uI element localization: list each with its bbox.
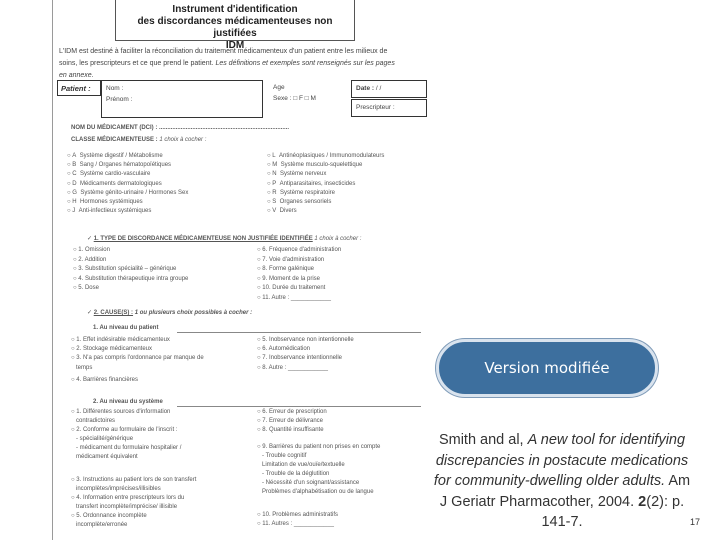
citation <box>420 430 704 533</box>
cause-item <box>257 479 380 488</box>
radio-icon[interactable]: ○ <box>71 355 75 362</box>
cause-item <box>71 408 196 417</box>
cause-label: transfert incomplète/imprécise/ illisible <box>74 504 178 510</box>
type-label: 10. Durée du traitement <box>262 285 326 291</box>
radio-icon[interactable]: ○ <box>71 409 75 415</box>
cause-item <box>257 336 354 345</box>
radio-icon[interactable]: ○ <box>73 247 77 253</box>
radio-icon[interactable]: ○ <box>73 266 77 272</box>
type-item <box>257 284 341 294</box>
form-title-line2: des discordances médicamenteuses non justifiées <box>137 16 333 39</box>
citation-title-3: for community-dwelling older adults. <box>433 473 666 489</box>
radio-icon[interactable]: ○ <box>71 513 75 519</box>
type-item <box>257 246 341 256</box>
class-letter: M <box>272 162 278 169</box>
radio-icon[interactable]: ○ <box>257 266 261 272</box>
drug-name-label: NOM DU MÉDICAMENT (DCI) : .............................................................................. <box>71 125 290 131</box>
intro-italic: Les définitions et exemples sont renseignés sur les pages <box>215 60 395 67</box>
cause-label: 2. Conforme au formulaire de l'inscrit : <box>76 427 178 433</box>
class-name: Système nerveux <box>279 171 327 178</box>
cause-item <box>71 417 196 426</box>
radio-icon[interactable]: ○ <box>71 427 75 433</box>
radio-icon[interactable]: ○ <box>257 247 261 253</box>
radio-icon[interactable]: ○ <box>71 337 75 343</box>
radio-icon[interactable]: ○ <box>257 346 261 353</box>
cause-item <box>257 426 380 435</box>
checkmark-icon: ✓ <box>87 236 93 242</box>
type-label: 6. Fréquence d'administration <box>262 247 342 253</box>
citation-issue: (2): p. <box>646 493 685 510</box>
class-letter: C <box>72 171 77 178</box>
radio-icon[interactable]: ○ <box>67 189 71 196</box>
type-label: 8. Forme galénique <box>262 266 314 272</box>
class-letter: P <box>272 180 277 187</box>
cause-item <box>71 485 196 494</box>
class-name: Système cardio-vasculaire <box>79 171 151 178</box>
cause-label: 9. Barrières du patient non prises en compte <box>262 444 381 450</box>
citation-pages: 141-7. <box>541 514 583 530</box>
date-value: / / <box>375 85 382 92</box>
cause-label: - spécialité/générique <box>74 436 134 442</box>
age-label: Age <box>273 84 285 91</box>
radio-icon[interactable]: ○ <box>257 355 261 362</box>
cause-item <box>257 461 380 470</box>
type-item <box>73 256 188 266</box>
radio-icon[interactable]: ○ <box>67 199 71 206</box>
cause-item <box>257 345 354 354</box>
cause-item <box>71 521 196 530</box>
checkmark-icon: ✓ <box>87 310 93 316</box>
cause-label: 8. Quantité insuffisante <box>262 427 324 433</box>
cause-item <box>71 376 204 385</box>
cause-label: 2. Stockage médicamenteux <box>76 346 153 353</box>
section2-choice: 1 ou plusieurs choix possibles à cocher : <box>134 310 253 316</box>
cause-label: 3. N'a pas compris l'ordonnance par manque de <box>76 355 204 362</box>
citation-title-1: A new tool for identifying <box>527 432 686 448</box>
type-item <box>73 284 188 294</box>
radio-icon[interactable]: ○ <box>257 418 261 424</box>
class-item <box>267 152 384 161</box>
class-name: Antinéoplasiques / Immunomodulateurs <box>278 153 385 159</box>
sexe-f: F <box>299 95 303 102</box>
radio-icon[interactable]: ○ <box>257 521 261 527</box>
cause-label: - Trouble cognitif <box>260 453 307 459</box>
type-label: 4. Substitution thérapeutique intra groupe <box>78 275 189 282</box>
cause-item <box>257 408 380 417</box>
prenom-label: Prénom : <box>106 96 133 103</box>
class-letter: D <box>72 180 77 187</box>
patient-name-box <box>101 80 263 118</box>
cause-label: 10. Problèmes administratifs <box>262 512 338 518</box>
cause-item <box>71 435 196 444</box>
cause-item <box>71 345 204 354</box>
class-name: Divers <box>279 208 297 215</box>
type-label: 7. Voie d'administration <box>262 256 325 263</box>
section2-title: 2. CAUSE(S) : <box>93 310 134 316</box>
class-name: Système musculo-squelettique <box>280 162 363 169</box>
class-item <box>267 207 384 216</box>
intro-italic2: en annexe. <box>59 72 94 79</box>
class-name: Hormones systémiques <box>79 199 143 206</box>
cause-label: Limitation de vue/ouïe/textuelle <box>260 462 345 468</box>
radio-icon[interactable]: ○ <box>257 285 261 291</box>
form-intro <box>59 46 425 82</box>
radio-icon[interactable]: ○ <box>73 275 77 282</box>
patient-level-title: 1. Au niveau du patient <box>93 325 159 331</box>
patient-causes-left <box>71 336 204 385</box>
class-item <box>67 207 188 216</box>
cause-item <box>71 476 196 485</box>
section1-title: 1. TYPE DE DISCORDANCE MÉDICAMENTEUSE NON JUSTIFIÉE IDENTIFIÉE <box>93 236 313 242</box>
class-letter: G <box>72 189 77 196</box>
citation-journal-2: J Geriatr Pharmacother, 2004. <box>439 493 639 510</box>
class-item <box>267 189 384 198</box>
class-item <box>67 198 188 207</box>
sexe-m: M <box>310 95 316 102</box>
radio-icon[interactable]: ○ <box>267 180 271 187</box>
cause-item <box>71 503 196 512</box>
radio-icon[interactable]: ○ <box>257 275 261 282</box>
class-name: Organes sensoriels <box>279 199 332 206</box>
cause-item <box>257 443 380 452</box>
cause-label: médicament équivalent <box>74 454 138 460</box>
class-name: Antiparasitaires, insecticides <box>279 180 356 187</box>
cause-label: 6. Erreur de prescription <box>262 409 327 415</box>
cause-label: 8. Autre : ____________ <box>262 364 329 371</box>
radio-icon[interactable]: ○ <box>267 208 271 215</box>
prescripteur-label: Prescripteur : <box>356 104 395 111</box>
radio-icon[interactable]: ○ <box>67 180 71 187</box>
patient-causes-right <box>257 336 354 373</box>
radio-icon[interactable]: ○ <box>267 162 271 169</box>
cause-item <box>257 488 380 497</box>
cause-label: 3. Instructions au patient lors de son transfert <box>76 477 197 483</box>
cause-item <box>71 336 204 345</box>
class-letter: A <box>72 153 77 159</box>
sexe-row <box>273 93 345 104</box>
cause-label: Problèmes d'alphabétisation ou de langue <box>260 489 374 495</box>
class-item <box>67 152 188 161</box>
section2-header <box>87 309 252 316</box>
drug-class-choice: 1 choix à cocher : <box>159 137 207 143</box>
cause-label: 6. Automédication <box>262 346 310 353</box>
cause-item <box>257 364 354 373</box>
cause-label: 1. Effet indésirable médicamenteux <box>76 337 170 343</box>
type-label: 2. Addition <box>78 256 107 263</box>
radio-icon[interactable]: ○ <box>67 208 71 215</box>
drug-classes-left <box>67 152 188 216</box>
drug-class-label: CLASSE MÉDICAMENTEUSE : <box>71 137 158 143</box>
type-item <box>257 275 341 285</box>
type-item <box>257 256 341 266</box>
section1-choice: 1 choix à cocher : <box>314 236 362 242</box>
nom-label: Nom : <box>106 85 124 92</box>
class-item <box>267 198 384 207</box>
cause-label: temps <box>74 364 93 371</box>
radio-icon[interactable]: ○ <box>73 256 77 263</box>
system-causes-right <box>257 408 380 529</box>
sexe-label: Sexe : <box>273 95 292 102</box>
intro-text2: soins, les prescripteurs et ce que prend le patient. <box>59 60 214 67</box>
checkbox-f-icon[interactable]: □ <box>293 95 298 102</box>
radio-icon[interactable]: ○ <box>67 153 71 159</box>
form-title-line1: Instrument d'identification <box>172 4 298 15</box>
radio-icon[interactable]: ○ <box>257 294 261 301</box>
cause-label: 7. Erreur de délivrance <box>262 418 323 424</box>
radio-icon[interactable]: ○ <box>257 256 261 263</box>
cause-label: - médicament du formulaire hospitalier / <box>74 445 182 451</box>
checkbox-m-icon[interactable]: □ <box>304 95 309 102</box>
radio-icon[interactable]: ○ <box>257 337 261 343</box>
cause-item <box>71 453 196 462</box>
class-name: Système respiratoire <box>279 189 336 196</box>
class-item <box>67 161 188 170</box>
version-badge: Version modifiée <box>436 339 658 397</box>
patient-level-underline <box>177 332 421 333</box>
type-item <box>73 275 188 285</box>
type-item <box>257 265 341 275</box>
class-item <box>267 180 384 189</box>
cause-item <box>257 452 380 461</box>
radio-icon[interactable]: ○ <box>67 171 71 178</box>
drug-class-row <box>71 137 206 143</box>
patient-label: Patient : <box>57 80 101 96</box>
type-label: 9. Moment de la prise <box>262 275 320 282</box>
system-level-title: 2. Au niveau du système <box>93 399 163 405</box>
class-item <box>267 161 384 170</box>
radio-icon[interactable]: ○ <box>267 199 271 206</box>
class-letter: L <box>272 153 276 159</box>
cause-item <box>257 520 380 529</box>
radio-icon[interactable]: ○ <box>267 189 271 196</box>
patient-age-box <box>269 80 349 118</box>
cause-item <box>71 494 196 503</box>
radio-icon[interactable]: ○ <box>257 427 261 433</box>
cause-item <box>71 354 204 363</box>
citation-title-2: discrepancies in postacute medications <box>435 452 689 469</box>
type-label: 5. Dose <box>78 285 99 291</box>
radio-icon[interactable]: ○ <box>257 364 261 371</box>
cause-label: incomplète/erronée <box>74 522 128 528</box>
class-letter: R <box>272 189 277 196</box>
class-letter: S <box>272 199 277 206</box>
cause-label: 7. Inobservance intentionnelle <box>262 355 343 362</box>
cause-item <box>71 444 196 453</box>
class-item <box>67 189 188 198</box>
drug-classes-right <box>267 152 384 216</box>
cause-item <box>257 470 380 479</box>
type-item <box>257 294 341 304</box>
radio-icon[interactable]: ○ <box>73 285 77 291</box>
cause-label: incomplètes/imprécises/illisibles <box>74 486 161 492</box>
cause-label: 5. Ordonnance incomplète <box>76 513 147 519</box>
citation-journal-1: Am <box>665 473 691 489</box>
type-label: 1. Omission <box>78 247 110 253</box>
radio-icon[interactable]: ○ <box>267 153 271 159</box>
discrepancy-types-right <box>257 246 341 303</box>
system-level-underline <box>177 406 421 407</box>
radio-icon[interactable]: ○ <box>257 444 261 450</box>
radio-icon[interactable]: ○ <box>257 409 261 415</box>
class-letter: J <box>72 208 76 215</box>
type-label: 3. Substitution spécialité – générique <box>78 266 177 272</box>
cause-label: 5. Inobservance non intentionnelle <box>262 337 354 343</box>
class-name: Système digestif / Métabolisme <box>79 153 163 159</box>
class-item <box>267 170 384 179</box>
intro-text: L'IDM est destiné à faciliter la réconciliation du traitement médicamenteux d'un patient entre les milieux de <box>59 48 388 55</box>
type-item <box>73 265 188 275</box>
section1-header <box>87 235 361 242</box>
form-title <box>115 0 355 51</box>
cause-label: 4. Barrières financières <box>76 376 138 383</box>
radio-icon[interactable]: ○ <box>267 171 271 178</box>
cause-label: 4. Information entre prescripteurs lors du <box>76 495 185 501</box>
radio-icon[interactable]: ○ <box>71 376 75 383</box>
cause-label: contradictoires <box>74 418 116 424</box>
class-letter: V <box>272 208 277 215</box>
date-label: Date : <box>356 85 375 92</box>
cause-item <box>71 364 204 373</box>
class-item <box>67 180 188 189</box>
class-letter: H <box>72 199 77 206</box>
radio-icon[interactable]: ○ <box>257 512 261 518</box>
cause-label: 1. Différentes sources d'information <box>76 409 171 415</box>
system-causes-left <box>71 408 196 530</box>
cause-item <box>257 511 380 520</box>
type-item <box>73 246 188 256</box>
type-label: 11. Autre : ____________ <box>262 294 331 301</box>
cause-item <box>257 354 354 363</box>
cause-item <box>71 426 196 435</box>
page-number: 17 <box>690 517 701 527</box>
cause-item <box>71 512 196 521</box>
radio-icon[interactable]: ○ <box>71 477 75 483</box>
radio-icon[interactable]: ○ <box>71 495 75 501</box>
prescripteur-box <box>351 99 427 117</box>
class-name: Système génito-urinaire / Hormones Sex <box>80 189 189 196</box>
class-name: Anti-infectieux systémiques <box>78 208 152 215</box>
discrepancy-types-left <box>73 246 188 294</box>
cause-label: - Trouble de la déglutition <box>260 471 330 477</box>
class-name: Médicaments dermatologiques <box>79 180 162 187</box>
radio-icon[interactable]: ○ <box>67 162 71 169</box>
cause-label: 11. Autres : ____________ <box>262 521 334 527</box>
citation-volume: 2 <box>638 493 647 510</box>
cause-item <box>257 417 380 426</box>
radio-icon[interactable]: ○ <box>71 346 75 353</box>
class-letter: B <box>72 162 77 169</box>
cause-label: - Nécessité d'un soignant/assistance <box>260 480 360 486</box>
class-item <box>67 170 188 179</box>
class-name: Sang / Organes hématopoïétiques <box>79 162 172 169</box>
class-letter: N <box>272 171 277 178</box>
date-box <box>351 80 427 98</box>
idm-form-scan <box>52 0 431 540</box>
form-title-line3: IDM <box>225 40 245 51</box>
citation-authors: Smith and al, <box>438 432 528 448</box>
